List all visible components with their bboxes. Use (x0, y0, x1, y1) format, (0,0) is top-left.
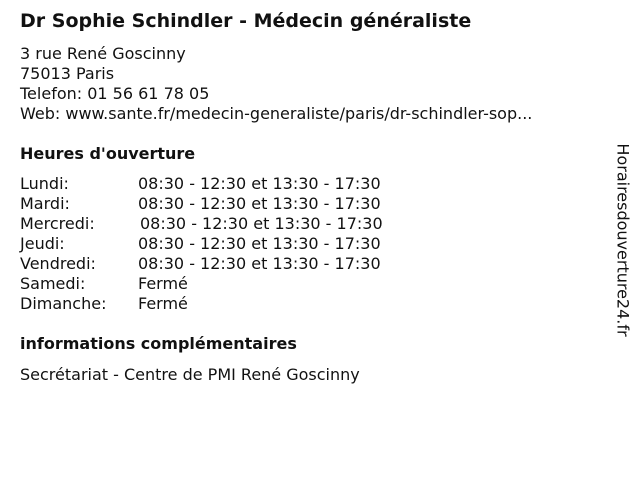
hours-heading: Heures d'ouverture (20, 144, 196, 163)
info-text: Secrétariat - Centre de PMI René Goscinny (20, 365, 360, 384)
day-hours: 08:30 - 12:30 et 13:30 - 17:30 (138, 254, 381, 273)
day-label: Lundi: (20, 174, 69, 193)
day-label: Mercredi: (20, 214, 95, 233)
day-label: Jeudi: (20, 234, 65, 253)
day-hours: 08:30 - 12:30 et 13:30 - 17:30 (138, 174, 381, 193)
page-title: Dr Sophie Schindler - Médecin généraliste (20, 10, 472, 32)
city: 75013 Paris (20, 64, 115, 83)
day-hours: Fermé (138, 294, 188, 313)
day-hours: 08:30 - 12:30 et 13:30 - 17:30 (138, 234, 381, 253)
day-label: Samedi: (20, 274, 86, 293)
contact-block (20, 44, 532, 124)
day-label: Dimanche: (20, 294, 107, 313)
day-hours: 08:30 - 12:30 et 13:30 - 17:30 (138, 194, 381, 213)
info-heading: informations complémentaires (20, 334, 297, 353)
day-label: Vendredi: (20, 254, 96, 273)
day-hours: 08:30 - 12:30 et 13:30 - 17:30 (140, 214, 383, 233)
street-address: 3 rue René Goscinny (20, 44, 186, 63)
phone-number: Telefon: 01 56 61 78 05 (20, 84, 210, 103)
website-link[interactable]: Web: www.sante.fr/medecin-generaliste/paris/dr-schindler-sop... (20, 104, 533, 123)
site-brand[interactable]: Horairesdouverture24.fr (613, 143, 633, 337)
day-hours: Fermé (138, 274, 188, 293)
day-label: Mardi: (20, 194, 70, 213)
